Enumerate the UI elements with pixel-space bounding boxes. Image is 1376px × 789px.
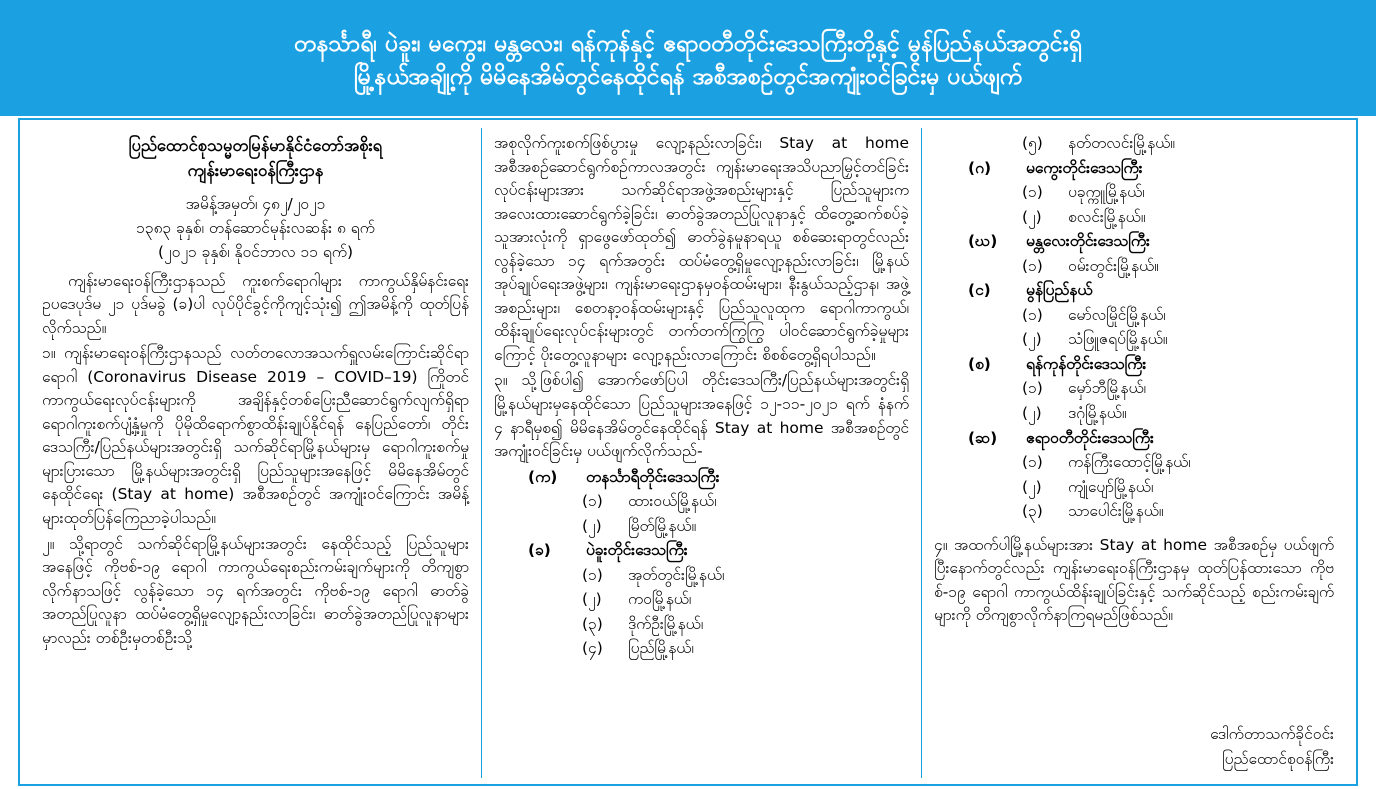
headline-line-1: တနင်္သာရီ၊ ပဲခူး၊ မကွေး၊ မန္တလေး၊ ရန်ကုန်နှင့် ဧရာဝတီတိုင်းဒေသကြီးတို့နှင့် မွန်ပြည်နယ်အတွင်းရှိ bbox=[294, 31, 1082, 58]
township-marker: (၂) bbox=[1022, 207, 1042, 226]
region-group-header bbox=[934, 427, 1334, 451]
township-name: ကန်ကြီးထောင့်မြို့နယ်၊ bbox=[1068, 453, 1191, 472]
paragraph-2-continued: အစုလိုက်ကူးစက်ဖြစ်ပွားမှု လျော့နည်းလာခြင်း၊ Stay at home အစီအစဉ်ဆောင်ရွက်စဉ်ကာလအတွင်း ကျန်းမာရေးအသိပညာမြှင့်တင်ခြင်းလုပ်ငန်းများအား သက်ဆိုင်ရာအဖွဲ့အစည်းများနှင့် ပြည်သူများက အလေးထားဆောင်ရွက်ခဲ့ခြင်း၊ ဓာတ်ခွဲအတည်ပြုလူနာနှင့် ထိတွေ့ဆက်စပ်ခဲ့သူအားလုံးကို ရှာဖွေဖော်ထုတ်၍ ဓာတ်ခွဲနမူနာရယူ စစ်ဆေးရာတွင်လည်း လွန်ခဲ့သော ၁၄ ရက်အတွင်း ထပ်မံတွေ့ရှိမှုလျော့နည်းလာခြင်း၊ မြို့နယ်အုပ်ချုပ်ရေးအဖွဲ့များ၊ ကျန်းမာရေးဌာနမှဝန်ထမ်းများ၊ နီးနွယ်သည့်ဌာန၊ အဖွဲ့အစည်းများ၊ စေတနာ့ဝန်ထမ်းများနှင့် ပြည်သူလူထုက ရောဂါကာကွယ်၊ ထိန်းချုပ်ရေးလုပ်ငန်းများတွင် တက်တက်ကြွကြွ ပါဝင်ဆောင်ရွက်ခဲ့မှုများကြောင့် ပိုးတွေ့လူနာများ လျော့နည်းလာကြောင်း စိစစ်တွေ့ရှိရပါသည်။ bbox=[494, 134, 909, 364]
township-marker: (၂) bbox=[1022, 404, 1042, 423]
township-item bbox=[934, 377, 1334, 401]
township-name: ထားဝယ်မြို့နယ်၊ bbox=[628, 492, 717, 511]
region-marker: (စ) bbox=[968, 354, 991, 373]
region-marker: (ဃ) bbox=[968, 232, 998, 251]
paragraph-1: ၁။ ကျန်းမာရေးဝန်ကြီးဌာနသည် လတ်တလောအသက်ရှူလမ်းကြောင်းဆိုင်ရာရောဂါ (Coronavirus Disease 2019 – COVID–19) ကြိုတင်ကာကွယ်ရေးလုပ်ငန်းများကို အချိန်နှင့်တစ်ပြေးညီဆောင်ရွက်လျက်ရှိရာ ရောဂါကူးစက်ပျံ့နှံ့မှုကို ပိုမိုထိရောက်စွာထိန်းချုပ်နိုင်ရန် နေပြည်တော်၊ တိုင်းဒေသကြီး/ပြည်နယ်များအတွင်းရှိ သက်ဆိုင်ရာမြို့နယ်များမှ ရောဂါကူးစက်မှုများပြားသော မြို့နယ်များအတွင်းရှိ ပြည်သူများအနေဖြင့် မိမိနေအိမ်တွင်နေထိုင်ရေး (Stay at home) အစီအစဉ်တွင် အကျုံးဝင်ကြောင်း အမိန့်များထုတ်ပြန်ကြေညာခဲ့ပါသည်။ bbox=[42, 344, 469, 528]
township-item bbox=[934, 304, 1334, 328]
township-marker: (၁) bbox=[1022, 453, 1043, 472]
township-marker: (၃) bbox=[1022, 502, 1043, 521]
township-name: မြိတ်မြို့နယ်။ bbox=[628, 516, 697, 535]
document-body bbox=[18, 118, 1358, 786]
paragraph-4: ၄။ အထက်ပါမြို့နယ်များအား Stay at home အစီအစဉ်မှ ပယ်ဖျက်ပြီးနောက်တွင်လည်း ကျန်းမာရေးဝန်ကြီးဌာနမှ ထုတ်ပြန်ထားသော ကိုဗစ်-၁၉ ရောဂါ ကာကွယ်ထိန်းချုပ်ခြင်းနှင့် သက်ဆိုင်သည့် စည်းကမ်းချက်များကို တိကျစွာလိုက်နာကြရမည်ဖြစ်သည်။ bbox=[934, 535, 1334, 625]
township-item bbox=[494, 588, 909, 612]
township-marker: (၂) bbox=[582, 516, 602, 535]
order-number: အမိန့်အမှတ်၊ ၄၈၂/၂၀၂၁ bbox=[185, 194, 326, 213]
township-name: ပြည်မြို့နယ်၊ bbox=[628, 639, 694, 658]
paragraph-2: ၂။ သို့ရာတွင် သက်ဆိုင်ရာမြို့နယ်များအတွင်း နေထိုင်သည့် ပြည်သူများအနေဖြင့် ကိုဗစ်-၁၉ ရောဂါ ကာကွယ်ရေးစည်းကမ်းချက်များကို တိကျစွာလိုက်နာသဖြင့် လွန်ခဲ့သော ၁၄ ရက်အတွင်း ကိုဗစ်-၁၉ ရောဂါ ဓာတ်ခွဲအတည်ပြုလူနာ ထပ်မံတွေ့ရှိမှုလျော့နည်းလာခြင်း၊ ဓာတ်ခွဲအတည်ပြုလူနာများမှာလည်း တစ်ဦးမှတစ်ဦးသို့ bbox=[42, 534, 469, 647]
signatory-title: ပြည်ထောင်စုဝန်ကြီး bbox=[1222, 750, 1334, 769]
township-item bbox=[494, 613, 909, 637]
region-group-header bbox=[494, 466, 909, 490]
township-marker: (၂) bbox=[1022, 477, 1042, 496]
region-group-header bbox=[934, 279, 1334, 303]
paragraph-3: ၃။ သို့ဖြစ်ပါ၍ အောက်ဖော်ပြပါ တိုင်းဒေသကြီး/ပြည်နယ်များအတွင်းရှိ မြို့နယ်များမှနေထိုင်သော ပြည်သူများအနေဖြင့် ၁၂-၁၁-၂၀၂၁ ရက် နံနက် ၄ နာရီမှစ၍ မိမိနေအိမ်တွင်နေထိုင်ရန် Stay at home အစီအစဉ်တွင် အကျုံးဝင်ခြင်းမှ ပယ်ဖျက်လိုက်သည်- bbox=[494, 371, 909, 461]
township-marker: (၄) bbox=[582, 639, 603, 658]
township-item bbox=[934, 328, 1334, 352]
township-marker: (၂) bbox=[582, 590, 602, 609]
township-name: နတ်တလင်းမြို့နယ်။ bbox=[1068, 134, 1175, 152]
township-item bbox=[934, 181, 1334, 205]
township-name: ကဝမြို့နယ်၊ bbox=[628, 590, 692, 609]
township-name: ဒိုက်ဦးမြို့နယ်၊ bbox=[628, 614, 704, 633]
township-marker: (၂) bbox=[1022, 330, 1042, 349]
township-marker: (၁) bbox=[1022, 379, 1043, 398]
township-name: ဝမ်းတွင်းမြို့နယ်။ bbox=[1068, 256, 1159, 275]
township-marker: (၁) bbox=[582, 565, 603, 584]
township-item bbox=[494, 490, 909, 514]
township-marker: (၁) bbox=[1022, 305, 1043, 324]
region-name: ပဲခူးတိုင်းဒေသကြီး bbox=[586, 541, 688, 560]
township-marker: (၁) bbox=[1022, 183, 1043, 202]
township-marker: (၃) bbox=[582, 614, 603, 633]
township-marker: (၅) bbox=[1022, 134, 1043, 152]
headline-banner bbox=[0, 0, 1376, 116]
region-name: ဧရာဝတီတိုင်းဒေသကြီး bbox=[1026, 428, 1154, 447]
township-item bbox=[934, 206, 1334, 230]
township-item bbox=[934, 255, 1334, 279]
region-name: မကွေးတိုင်းဒေသကြီး bbox=[1026, 158, 1143, 177]
column-right bbox=[922, 128, 1346, 778]
township-item bbox=[934, 500, 1334, 524]
township-item bbox=[494, 564, 909, 588]
township-item bbox=[934, 476, 1334, 500]
ministry-government-line: ပြည်ထောင်စုသမ္မတမြန်မာနိုင်ငံတော်အစိုးရ bbox=[128, 136, 383, 155]
township-name: စလင်းမြို့နယ်။ bbox=[1068, 207, 1146, 226]
township-marker: (၁) bbox=[582, 492, 603, 511]
township-name: ပခုက္ကူမြို့နယ်၊ bbox=[1068, 183, 1145, 202]
region-marker: (ဆ) bbox=[968, 428, 998, 447]
region-marker: (ခ) bbox=[528, 541, 551, 560]
ministry-name-line: ကျန်းမာရေးဝန်ကြီးဌာန bbox=[187, 160, 324, 180]
township-item bbox=[934, 402, 1334, 426]
headline-line-2: မြို့နယ်အချို့ကို မိမိနေအိမ်တွင်နေထိုင်ရန် အစီအစဉ်တွင်အကျုံးဝင်ခြင်းမှ ပယ်ဖျက် bbox=[353, 64, 1023, 90]
column-left bbox=[30, 128, 482, 778]
region-group-header bbox=[934, 353, 1334, 377]
township-name: ဒဂုံမြို့နယ်။ bbox=[1068, 404, 1127, 423]
region-marker: (ဂ) bbox=[968, 158, 992, 177]
township-item bbox=[494, 515, 909, 539]
township-name: အုတ်တွင်းမြို့နယ်၊ bbox=[628, 565, 725, 584]
township-name: သာပေါင်းမြို့နယ်။ bbox=[1068, 502, 1164, 521]
township-name: သံဖြူဇရပ်မြို့နယ်။ bbox=[1068, 330, 1168, 349]
region-group-header bbox=[934, 230, 1334, 254]
township-item bbox=[934, 132, 1334, 156]
township-name: မှော်ဘီမြို့နယ်၊ bbox=[1068, 379, 1146, 398]
township-marker: (၁) bbox=[1022, 256, 1043, 275]
date-myanmar: ၁၃၈၃ ခုနှစ်၊ တန်ဆောင်မုန်းလဆန်း ၈ ရက် bbox=[136, 218, 375, 237]
region-name: မွန်ပြည်နယ် bbox=[1026, 281, 1093, 300]
paragraph-intro: ကျန်းမာရေးဝန်ကြီးဌာနသည် ကူးစက်ရောဂါများ ကာကွယ်နှိမ်နင်းရေး ဥပဒေပုဒ်မ ၂၁ ပုဒ်မခွဲ (ခ)ပါ လုပ်ပိုင်ခွင့်ကိုကျင့်သုံး၍ ဤအမိန့်ကို ထုတ်ပြန်လိုက်သည်။ bbox=[42, 271, 469, 337]
signature-block bbox=[1210, 722, 1334, 772]
region-group-header bbox=[934, 157, 1334, 181]
region-group-header bbox=[494, 539, 909, 563]
signatory-name: ဒေါက်တာသက်ခိုင်ဝင်း bbox=[1210, 725, 1334, 744]
column-middle bbox=[482, 128, 922, 778]
township-name: မော်လမြိုင်မြို့နယ်၊ bbox=[1068, 305, 1166, 324]
date-gregorian: (၂၀၂၁ ခုနှစ်၊ နိုဝင်ဘာလ ၁၁ ရက်) bbox=[157, 242, 353, 261]
township-name: ကျုံပျော်မြို့နယ်၊ bbox=[1068, 477, 1154, 496]
region-name: ရန်ကုန်တိုင်းဒေသကြီး bbox=[1026, 354, 1147, 373]
township-item bbox=[494, 637, 909, 661]
region-marker: (င) bbox=[968, 281, 991, 300]
region-name: တနင်္သာရီတိုင်းဒေသကြီး bbox=[586, 467, 720, 486]
region-marker: (က) bbox=[528, 467, 558, 486]
township-item bbox=[934, 451, 1334, 475]
region-name: မန္တလေးတိုင်းဒေသကြီး bbox=[1026, 232, 1150, 251]
